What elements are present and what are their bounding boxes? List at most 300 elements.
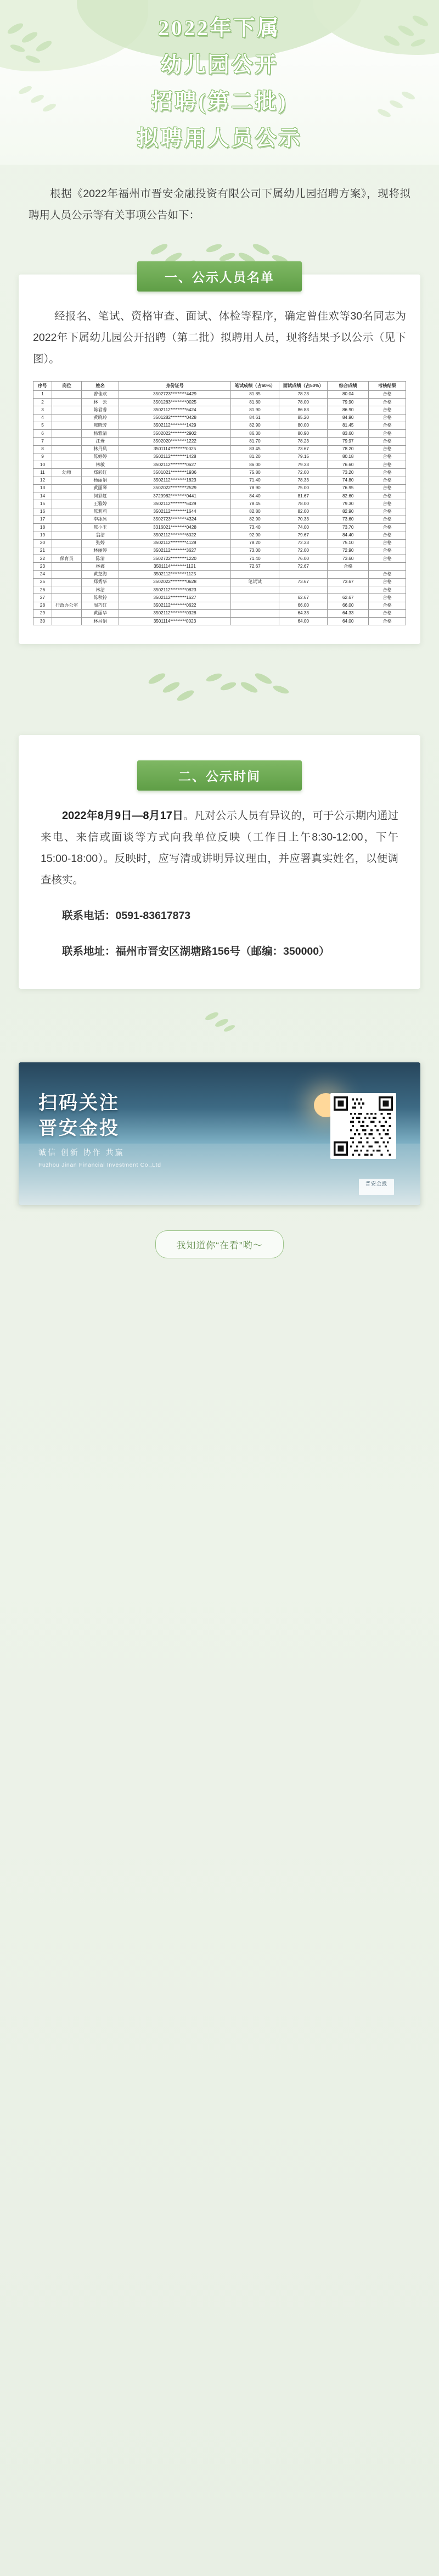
table-row <box>33 453 406 461</box>
table-cell: 笔试试 <box>230 578 279 586</box>
table-cell: 1 <box>33 390 52 398</box>
table-cell: 25 <box>33 578 52 586</box>
table-cell: 3502020*********1222 <box>119 438 231 445</box>
footer-cta-button[interactable]: 我知道你“在看”哟～ <box>155 1230 284 1258</box>
table-cell: 3502112*********6424 <box>119 406 231 414</box>
th-interview: 面试成绩（占50%） <box>279 381 328 390</box>
table-cell: 82.90 <box>328 508 369 516</box>
table-cell: 3502112*********6022 <box>119 531 231 539</box>
table-cell <box>52 578 81 586</box>
table-row <box>33 461 406 469</box>
table-cell: 72.67 <box>279 563 328 570</box>
page-title <box>0 0 439 157</box>
table-row <box>33 508 406 516</box>
table-row <box>33 563 406 570</box>
table-row <box>33 390 406 398</box>
table-cell: 林敏 <box>82 461 119 469</box>
table-cell <box>230 570 279 578</box>
section-2-body: 。凡对公示人员有异议的，可于公示期内通过来电、来信或面谈等方式向我单位反映（工作日上午8:30-12:00，下午15:00-18:00）。反映时，应写清或讲明异议理由，并应署真实姓名，以便调查核实。 <box>41 810 398 887</box>
table-cell: 合格 <box>369 406 406 414</box>
table-cell: 74.80 <box>328 477 369 484</box>
table-cell: 黄丽琴 <box>82 484 119 492</box>
table-cell: 72.67 <box>230 563 279 570</box>
table-cell: 10 <box>33 461 52 469</box>
table-cell: 保育员 <box>52 555 81 563</box>
table-cell: 3501114*********0023 <box>119 618 231 625</box>
table-cell: 3502112*********0627 <box>119 461 231 469</box>
table-cell <box>52 570 81 578</box>
table-cell <box>52 461 81 469</box>
table-cell <box>52 477 81 484</box>
table-cell: 81.85 <box>230 390 279 398</box>
table-cell: 3502112*********3627 <box>119 547 231 555</box>
table-cell: 江鸯 <box>82 438 119 445</box>
table-cell <box>279 586 328 594</box>
table-cell: 3502112*********1823 <box>119 477 231 484</box>
table-cell: 15 <box>33 500 52 508</box>
table-cell: 78.90 <box>230 484 279 492</box>
table-cell: 66.00 <box>279 602 328 609</box>
table-cell <box>52 586 81 594</box>
table-cell: 2 <box>33 399 52 406</box>
th-index: 序号 <box>33 381 52 390</box>
table-cell: 71.40 <box>230 477 279 484</box>
table-cell: 曾佳欢 <box>82 390 119 398</box>
table-cell: 86.90 <box>328 406 369 414</box>
table-cell: 合格 <box>369 524 406 531</box>
table-cell: 12 <box>33 477 52 484</box>
table-row <box>33 430 406 438</box>
table-cell: 7 <box>33 438 52 445</box>
table-cell: 3501114*********0025 <box>119 445 231 453</box>
table-row <box>33 531 406 539</box>
table-cell: 81.45 <box>328 422 369 429</box>
table-row <box>33 477 406 484</box>
table-cell: 陈小玉 <box>82 524 119 531</box>
table-cell: 79.90 <box>328 399 369 406</box>
qr-brand-badge: 晋安金投 <box>359 1179 394 1195</box>
table-cell: 王雅婷 <box>82 500 119 508</box>
table-row <box>33 484 406 492</box>
leaf-sprig-icon <box>187 1010 252 1032</box>
table-cell <box>328 586 369 594</box>
table-cell: 78.00 <box>279 500 328 508</box>
qr-slogan: 诚信 创新 协作 共赢 <box>38 1148 125 1157</box>
leaf-garland-icon <box>132 671 307 702</box>
table-cell: 84.40 <box>328 531 369 539</box>
section-1-title: 一、公示人员名单 <box>137 261 302 292</box>
table-cell: 66.00 <box>328 602 369 609</box>
table-cell <box>52 399 81 406</box>
bottom-spacer <box>0 1280 439 1302</box>
table-cell: 合格 <box>369 570 406 578</box>
table-cell: 26 <box>33 586 52 594</box>
table-cell: 24 <box>33 570 52 578</box>
table-cell: 70.33 <box>279 516 328 523</box>
table-cell: 3502112*********0622 <box>119 602 231 609</box>
table-row <box>33 594 406 602</box>
table-cell <box>230 594 279 602</box>
section-2-paragraph <box>41 805 398 891</box>
title-line-1: 2022年下属 <box>158 16 281 40</box>
table-cell <box>52 414 81 422</box>
table-cell: 73.00 <box>230 547 279 555</box>
table-cell: 林洁 <box>82 586 119 594</box>
table-cell: 黄芝海 <box>82 570 119 578</box>
table-cell: 幼师 <box>52 469 81 477</box>
roster-table-body <box>33 390 406 625</box>
table-cell: 行政办公室 <box>52 602 81 609</box>
table-row <box>33 438 406 445</box>
table-cell: 陈晓芳 <box>82 422 119 429</box>
table-cell: 84.90 <box>328 414 369 422</box>
table-cell: 86.83 <box>279 406 328 414</box>
table-cell: 陈莉莉 <box>82 508 119 516</box>
table-cell <box>279 570 328 578</box>
table-cell: 合格 <box>369 422 406 429</box>
table-cell: 62.67 <box>279 594 328 602</box>
table-row <box>33 539 406 547</box>
table-header-row <box>33 381 406 390</box>
table-cell: 郑彩红 <box>82 469 119 477</box>
table-cell: 3316021*********0428 <box>119 524 231 531</box>
table-row <box>33 414 406 422</box>
intro-paragraph: 根据《2022年福州市晋安金融投资有限公司下属幼儿园招聘方案》，现将拟聘用人员公示等有关事项公告如下： <box>29 188 410 221</box>
qr-promo-card[interactable] <box>19 1062 420 1205</box>
table-cell: 合格 <box>369 609 406 617</box>
table-cell <box>230 602 279 609</box>
table-row <box>33 547 406 555</box>
th-written: 笔试成绩（占60%） <box>230 381 279 390</box>
table-cell <box>230 586 279 594</box>
table-row <box>33 406 406 414</box>
table-cell <box>230 609 279 617</box>
table-cell: 72.00 <box>279 469 328 477</box>
table-cell: 81.80 <box>230 399 279 406</box>
table-cell: 3502723*********4429 <box>119 390 231 398</box>
th-result: 考核结果 <box>369 381 406 390</box>
table-cell: 合格 <box>369 618 406 625</box>
table-cell: 合格 <box>369 492 406 500</box>
table-row <box>33 399 406 406</box>
table-cell: 78.00 <box>279 399 328 406</box>
table-cell: 86.00 <box>230 461 279 469</box>
qr-card-text <box>38 1091 161 1170</box>
table-cell: 3502022*********2902 <box>119 430 231 438</box>
table-cell: 13 <box>33 484 52 492</box>
table-cell: 张婷 <box>82 539 119 547</box>
table-cell: 3501283*********0025 <box>119 399 231 406</box>
table-cell: 80.90 <box>279 430 328 438</box>
table-row <box>33 445 406 453</box>
table-cell <box>52 547 81 555</box>
table-cell: 64.00 <box>279 618 328 625</box>
table-cell <box>52 492 81 500</box>
table-cell: 6 <box>33 430 52 438</box>
table-row <box>33 570 406 578</box>
table-cell: 合格 <box>369 547 406 555</box>
table-cell: 72.33 <box>279 539 328 547</box>
table-cell <box>52 500 81 508</box>
title-line-4: 拟聘用人员公示 <box>137 127 302 151</box>
table-cell: 79.97 <box>328 438 369 445</box>
table-row <box>33 516 406 523</box>
table-cell: 85.20 <box>279 414 328 422</box>
table-cell: 82.90 <box>230 422 279 429</box>
table-cell: 14 <box>33 492 52 500</box>
table-row <box>33 469 406 477</box>
table-cell: 合格 <box>369 430 406 438</box>
table-cell <box>52 422 81 429</box>
table-cell: 合格 <box>369 578 406 586</box>
table-cell: 79.15 <box>279 453 328 461</box>
qr-english-name: Fuzhou Jinan Financial Investment Co.,Ltd <box>38 1162 161 1169</box>
qr-line-1: 扫码关注 <box>38 1093 120 1114</box>
title-line-2: 幼儿园公开 <box>160 53 279 77</box>
table-cell: 80.00 <box>279 422 328 429</box>
table-cell: 18 <box>33 524 52 531</box>
table-cell: 80.18 <box>328 453 369 461</box>
table-row <box>33 618 406 625</box>
roster-table-head <box>33 381 406 390</box>
table-cell: 73.67 <box>279 445 328 453</box>
contact-phone: 联系电话：0591-83617873 <box>62 910 191 922</box>
qr-line-2: 晋安金投 <box>38 1118 120 1139</box>
table-cell: 79.30 <box>328 500 369 508</box>
table-cell: 合格 <box>369 555 406 563</box>
header-banner <box>0 0 439 165</box>
table-cell: 8 <box>33 445 52 453</box>
section-1-paragraph: 经报名、笔试、资格审查、面试、体检等程序，确定曾佳欢等30名同志为2022年下属幼儿园公开招聘（第二批）拟聘用人员，现将结果予以公示（见下图）。 <box>33 310 406 365</box>
table-cell: 9 <box>33 453 52 461</box>
publicity-period: 2022年8月9日—8月17日 <box>62 810 184 822</box>
table-cell: 78.33 <box>279 477 328 484</box>
table-cell: 64.00 <box>328 618 369 625</box>
table-cell: 79.33 <box>279 461 328 469</box>
table-cell: 72.00 <box>279 547 328 555</box>
table-cell: 合格 <box>369 414 406 422</box>
table-cell: 合格 <box>369 438 406 445</box>
table-cell: 合格 <box>369 484 406 492</box>
table-cell: 62.67 <box>328 594 369 602</box>
table-cell: 78.45 <box>230 500 279 508</box>
table-cell: 何彩虹 <box>82 492 119 500</box>
table-cell: 17 <box>33 516 52 523</box>
table-cell: 合格 <box>369 539 406 547</box>
roster-table <box>33 381 406 626</box>
table-cell: 72.90 <box>328 547 369 555</box>
table-cell: 3502112*********1125 <box>119 570 231 578</box>
table-cell: 3501021*********1936 <box>119 469 231 477</box>
table-cell: 林昌娟 <box>82 618 119 625</box>
table-cell: 合格 <box>369 531 406 539</box>
table-cell: 30 <box>33 618 52 625</box>
table-cell: 75.10 <box>328 539 369 547</box>
table-cell: 陈婷婷 <box>82 453 119 461</box>
table-cell: 4 <box>33 414 52 422</box>
table-cell: 22 <box>33 555 52 563</box>
table-row <box>33 524 406 531</box>
table-cell <box>52 406 81 414</box>
table-cell: 林丹凤 <box>82 445 119 453</box>
table-cell <box>52 508 81 516</box>
table-cell: 合格 <box>369 461 406 469</box>
table-row <box>33 586 406 594</box>
table-row <box>33 500 406 508</box>
table-cell: 78.20 <box>328 445 369 453</box>
table-cell: 73.67 <box>328 578 369 586</box>
table-cell: 合格 <box>369 516 406 523</box>
table-cell: 3501114*********1121 <box>119 563 231 570</box>
table-cell: 73.67 <box>279 578 328 586</box>
table-cell: 64.33 <box>279 609 328 617</box>
table-cell <box>52 445 81 453</box>
table-cell: 81.67 <box>279 492 328 500</box>
table-cell: 73.60 <box>328 555 369 563</box>
table-cell: 合格 <box>369 500 406 508</box>
table-cell: 92.90 <box>230 531 279 539</box>
table-cell: 黄晓玲 <box>82 414 119 422</box>
table-cell: 83.60 <box>328 430 369 438</box>
table-cell: 19 <box>33 531 52 539</box>
table-cell <box>52 390 81 398</box>
table-cell: 78.20 <box>230 539 279 547</box>
table-cell: 合格 <box>369 399 406 406</box>
table-cell <box>369 563 406 570</box>
table-cell: 16 <box>33 508 52 516</box>
th-id: 身份证号 <box>119 381 231 390</box>
table-cell: 76.95 <box>328 484 369 492</box>
table-cell: 75.80 <box>230 469 279 477</box>
table-cell <box>52 524 81 531</box>
table-cell: 76.60 <box>328 461 369 469</box>
table-cell: 73.60 <box>328 516 369 523</box>
table-cell: 74.00 <box>279 524 328 531</box>
table-cell: 合格 <box>369 602 406 609</box>
table-cell: 郑秀华 <box>82 578 119 586</box>
table-cell: 27 <box>33 594 52 602</box>
table-cell: 3502112*********1429 <box>119 422 231 429</box>
title-line-3: 招聘(第二批) <box>151 90 288 114</box>
section-1-card <box>19 270 420 644</box>
table-cell: 3 <box>33 406 52 414</box>
table-cell: 73.40 <box>230 524 279 531</box>
table-cell: 合格 <box>369 453 406 461</box>
table-row <box>33 422 406 429</box>
table-cell: 合格 <box>328 563 369 570</box>
table-row <box>33 602 406 609</box>
table-cell: 84.40 <box>230 492 279 500</box>
table-cell: 林丽婷 <box>82 547 119 555</box>
table-cell: 3502112*********1644 <box>119 508 231 516</box>
leaf-divider-3 <box>0 1009 439 1033</box>
table-cell <box>52 618 81 625</box>
table-cell <box>52 484 81 492</box>
table-cell: 73.70 <box>328 524 369 531</box>
table-cell: 3502112*********0823 <box>119 586 231 594</box>
table-cell: 21 <box>33 547 52 555</box>
table-cell <box>52 563 81 570</box>
table-cell: 83.45 <box>230 445 279 453</box>
table-cell: 3502022*********0628 <box>119 578 231 586</box>
table-cell: 28 <box>33 602 52 609</box>
table-cell: 3502722*********1220 <box>119 555 231 563</box>
table-cell: 林 云 <box>82 399 119 406</box>
table-cell: 陈秋铃 <box>82 594 119 602</box>
table-cell: 3502112*********1428 <box>119 453 231 461</box>
qr-code-icon <box>334 1096 393 1156</box>
table-cell: 3502112*********4128 <box>119 539 231 547</box>
table-cell: 78.23 <box>279 390 328 398</box>
table-cell: 64.33 <box>328 609 369 617</box>
table-cell: 73.20 <box>328 469 369 477</box>
table-cell: 82.90 <box>230 516 279 523</box>
table-cell: 林鑫 <box>82 563 119 570</box>
table-cell: 78.23 <box>279 438 328 445</box>
table-cell: 周巧红 <box>82 602 119 609</box>
table-cell: 3502112*********0328 <box>119 609 231 617</box>
table-cell: 合格 <box>369 508 406 516</box>
table-cell: 陈清 <box>82 555 119 563</box>
table-cell: 82.80 <box>230 508 279 516</box>
table-cell: 黄丽华 <box>82 609 119 617</box>
table-cell: 杨丽娟 <box>82 477 119 484</box>
table-cell <box>52 453 81 461</box>
section-2-title: 二、公示时间 <box>137 760 302 791</box>
table-cell: 81.90 <box>230 406 279 414</box>
table-cell: 80.04 <box>328 390 369 398</box>
table-cell: 82.60 <box>328 492 369 500</box>
table-cell: 合格 <box>369 477 406 484</box>
table-cell: 杨雅清 <box>82 430 119 438</box>
table-cell: 29 <box>33 609 52 617</box>
th-name: 姓名 <box>82 381 119 390</box>
table-cell: 82.00 <box>279 508 328 516</box>
table-cell: 合格 <box>369 594 406 602</box>
table-cell: 5 <box>33 422 52 429</box>
qr-code[interactable] <box>330 1093 396 1159</box>
table-cell <box>52 516 81 523</box>
section-2-card <box>19 735 420 989</box>
table-cell: 李冰冰 <box>82 516 119 523</box>
table-cell <box>52 539 81 547</box>
contact-address: 联系地址：福州市晋安区湖塘路156号（邮编：350000） <box>62 945 330 958</box>
table-cell: 71.40 <box>230 555 279 563</box>
roster-table-wrapper <box>33 381 406 626</box>
th-post: 岗位 <box>52 381 81 390</box>
table-cell: 合格 <box>369 445 406 453</box>
table-cell: 79.67 <box>279 531 328 539</box>
table-cell: 11 <box>33 469 52 477</box>
table-cell: 81.70 <box>230 438 279 445</box>
table-cell <box>52 594 81 602</box>
table-row <box>33 609 406 617</box>
table-cell: 3502112*********6429 <box>119 500 231 508</box>
table-row <box>33 555 406 563</box>
th-total: 综合成绩 <box>328 381 369 390</box>
table-cell <box>230 618 279 625</box>
table-cell: 3501282*********0428 <box>119 414 231 422</box>
table-cell: 86.30 <box>230 430 279 438</box>
table-row <box>33 492 406 500</box>
table-cell: 76.00 <box>279 555 328 563</box>
table-cell <box>52 430 81 438</box>
table-cell <box>52 531 81 539</box>
leaf-divider-2 <box>0 668 439 704</box>
table-cell: 3502723*********4324 <box>119 516 231 523</box>
table-cell: 陈君睿 <box>82 406 119 414</box>
table-row <box>33 578 406 586</box>
